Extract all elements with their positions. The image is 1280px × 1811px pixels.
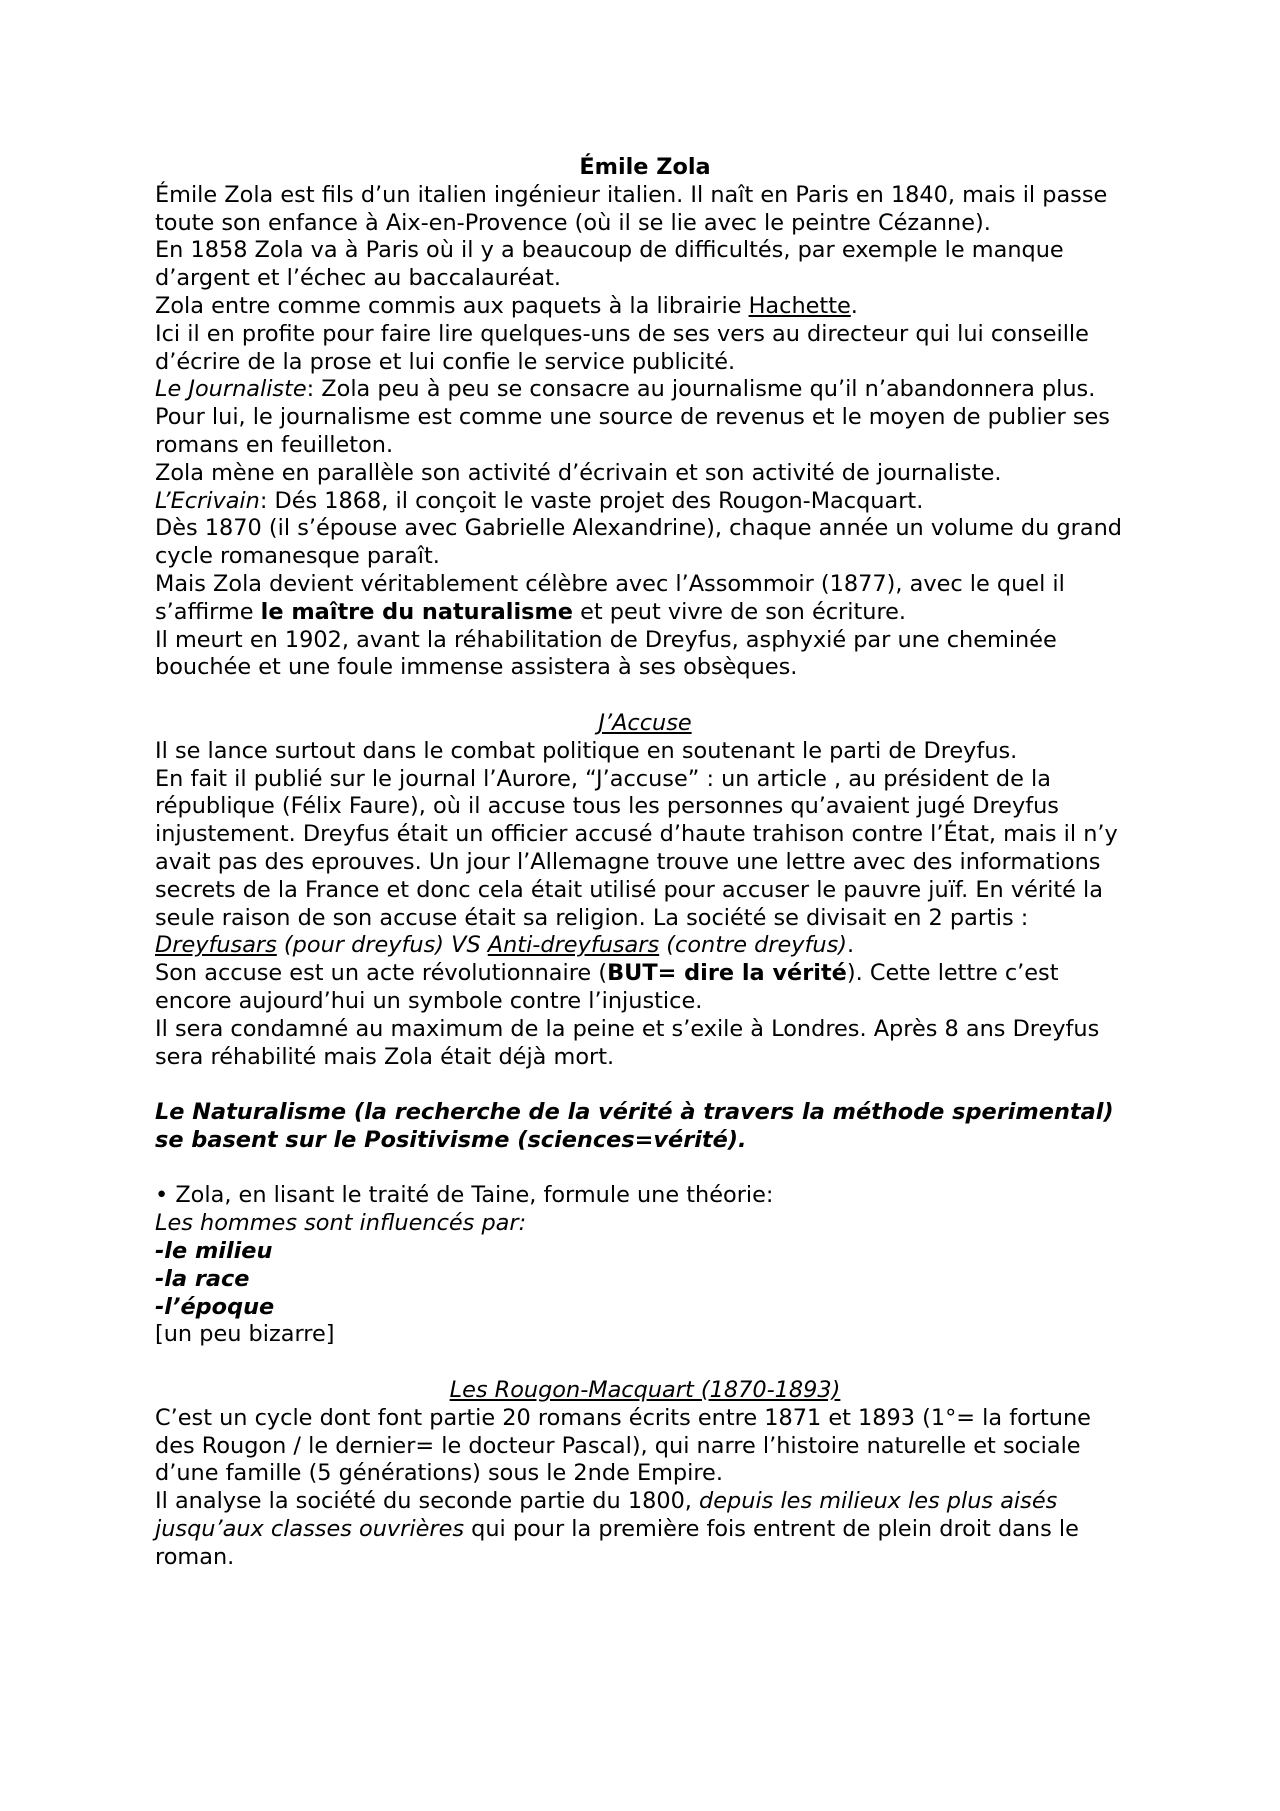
journaliste-label: Le Journaliste	[155, 376, 307, 403]
document-body	[155, 154, 1135, 1572]
bio-paragraph-6: Pour lui, le journalisme est comme une source de revenus et le moyen de publier ses romans en feuilleton.	[155, 404, 1110, 458]
spacer	[155, 1349, 1135, 1377]
rougon-heading: Les Rougon-Macquart (1870-1893)	[449, 1377, 841, 1404]
bio-paragraph-7: Zola mène en parallèle son activité d’écrivain et son activité de journaliste.	[155, 459, 1002, 486]
journaliste-text: : Zola peu à peu se consacre au journalisme qu’il n’abandonnera plus.	[306, 376, 1096, 403]
influence-line: Les hommes sont influencés par:	[155, 1210, 527, 1237]
bio-paragraph-10-end: et peut vivre de son écriture.	[572, 598, 907, 625]
rougon-paragraph-2-text: Il analyse la société du seconde partie du 1800,	[155, 1488, 700, 1515]
jaccuse-paragraph-2-text: En fait il publié sur le journal l’Aurore, “J’accuse” : un article , au président de la république (Félix Faure), où il accuse tous les personnes qu’avaient jugé Dreyfus injustement. Dreyfus était un officier accusé d’haute trahison contre l’État, mais il n’y avait pas des eprouves. Un jour l’Allemagne trouve une lettre avec des informations secrets de la France et donc cela était utilisé pour accuser le pauvre juïf. En vérité la seule raison de son accuse était sa religion. La société se divisait en 2 partis :	[155, 765, 1118, 931]
bio-paragraph-1: Émile Zola est fils d’un italien ingénieur italien. Il naît en Paris en 1840, mais il passe toute son enfance à Aix-en-Provence (où il se lie avec le peintre Cézanne).	[155, 181, 1108, 236]
influence-item-race: -la race	[155, 1265, 250, 1292]
rougon-paragraph-2	[155, 1488, 1135, 1571]
but-verite-bold: BUT= dire la vérité	[607, 960, 847, 987]
influence-item-epoque: -l’époque	[155, 1293, 275, 1320]
jaccuse-paragraph-3	[155, 960, 1135, 1016]
naturalisme-statement: Le Naturalisme (la recherche de la vérité à travers la méthode sperimental) se basent sur le Positivisme (sciences=vérité).	[155, 1099, 1114, 1153]
jaccuse-heading: J’Accuse	[598, 709, 692, 736]
dreyfusars-term: Dreyfusars	[155, 932, 277, 959]
jaccuse-paragraph-3-text: Son accuse est un acte révolutionnaire (	[155, 960, 608, 987]
jaccuse-paragraph-1: Il se lance surtout dans le combat politique en soutenant le parti de Dreyfus.	[155, 737, 1018, 764]
bio-paragraph-3-end: .	[850, 292, 858, 319]
milieux-italic: depuis les milieux les plus aisés jusqu’aux classes ouvrières	[155, 1488, 1058, 1543]
bio-paragraph-5	[155, 376, 1135, 404]
ecrivain-label: L’Ecrivain	[155, 487, 260, 514]
rougon-paragraph-2-end: qui pour la première fois entrent de plein droit dans le roman.	[155, 1516, 1079, 1570]
note-line: [un peu bizarre]	[155, 1321, 335, 1348]
bio-paragraph-8	[155, 488, 1135, 516]
bio-paragraph-9: Dès 1870 (il s’épouse avec Gabrielle Alexandrine), chaque année un volume du grand cycle romanesque paraît.	[155, 515, 1122, 570]
jaccuse-paragraph-4: Il sera condamné au maximum de la peine et s’exile à Londres. Après 8 ans Dreyfus sera réhabilité mais Zola était déjà mort.	[155, 1015, 1100, 1070]
theory-line	[155, 1182, 1135, 1210]
bio-paragraph-2: En 1858 Zola va à Paris où il y a beaucoup de difficultés, par exemple le manque d’argent et l’échec au baccalauréat.	[155, 237, 1064, 292]
bio-paragraph-4: Ici il en profite pour faire lire quelques-uns de ses vers au directeur qui lui conseille d’écrire de la prose et lui confie le service publicité.	[155, 320, 1089, 375]
rougon-paragraph-1: C’est un cycle dont font partie 20 romans écrits entre 1871 et 1893 (1°= la fortune des Rougon / le dernier= le docteur Pascal), qui narre l’histoire naturelle et sociale d’une famille (5 générations) sous le 2nde Empire.	[155, 1404, 1091, 1487]
jaccuse-paragraph-2-end: .	[847, 932, 855, 959]
bullet-icon: •	[155, 1182, 169, 1209]
bio-paragraph-3	[155, 293, 1135, 321]
theory-text: Zola, en lisant le traité de Taine, formule une théorie:	[168, 1182, 774, 1209]
maitre-naturalisme-bold: le maître du naturalisme	[260, 598, 573, 625]
pour-dreyfus: (pour dreyfus) VS	[276, 932, 488, 959]
ecrivain-text: : Dés 1868, il conçoit le vaste projet des Rougon-Macquart.	[259, 487, 924, 514]
anti-dreyfusars-term: Anti-dreyfusars	[487, 932, 660, 959]
jaccuse-paragraph-3-end: ). Cette lettre c’est encore aujourd’hui un symbole contre l’injustice.	[155, 960, 1059, 1014]
document-title: Émile Zola	[579, 154, 711, 180]
spacer	[155, 682, 1135, 710]
bio-paragraph-10-text: Mais Zola devient véritablement célèbre avec l’Assommoir (1877), avec le quel il s’affirme	[155, 570, 1065, 625]
spacer	[155, 1071, 1135, 1099]
spacer	[155, 1155, 1135, 1183]
bio-paragraph-10	[155, 571, 1135, 627]
bio-paragraph-11: Il meurt en 1902, avant la réhabilitation de Dreyfus, asphyxié par une cheminée bouchée et une foule immense assistera à ses obsèques.	[155, 626, 1057, 681]
contre-dreyfus: (contre dreyfus)	[659, 932, 848, 959]
jaccuse-paragraph-2	[155, 766, 1135, 961]
hachette-link[interactable]: Hachette	[748, 292, 851, 319]
influence-item-milieu: -le milieu	[155, 1238, 273, 1265]
bio-paragraph-3-text: Zola entre comme commis aux paquets à la librairie	[155, 292, 749, 319]
